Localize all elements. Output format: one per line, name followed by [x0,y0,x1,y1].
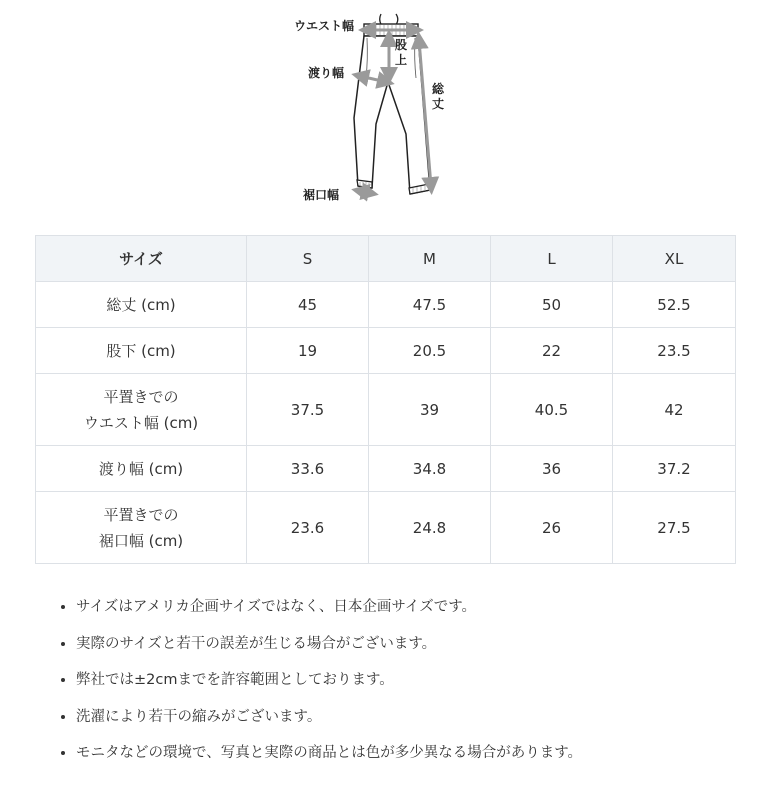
diagram-label-waist: ウエスト幅 [294,19,355,33]
row-label-text: 総丈 (cm) [106,295,176,314]
table-cell: 19 [247,328,369,374]
table-cell: 47.5 [369,282,491,328]
row-label [36,446,247,492]
row-label [36,492,247,564]
table-row [36,374,736,446]
table-row [36,328,736,374]
table-cell: 34.8 [369,446,491,492]
table-header-row [36,236,736,282]
diagram-label-rise: 股上 [394,38,407,67]
row-label-line2: 裾口幅 (cm) [98,531,184,550]
row-label-text: 股下 (cm) [106,341,176,360]
header-s: S [247,236,369,282]
table-cell: 45 [247,282,369,328]
row-label [36,282,247,328]
table-cell: 40.5 [491,374,613,446]
row-label [36,328,247,374]
table-cell: 23.5 [613,328,736,374]
table-cell: 27.5 [613,492,736,564]
table-row [36,446,736,492]
note-item: • 実際のサイズと若干の誤差が生じる場合がございます。 [76,629,756,666]
diagram-label-length: 総丈 [431,82,444,111]
table-cell: 36 [491,446,613,492]
note-item: • 洗濯により若干の縮みがございます。 [76,702,756,739]
table-cell: 23.6 [247,492,369,564]
size-table [35,235,736,564]
row-label-text: 渡り幅 (cm) [98,459,184,478]
table-row [36,282,736,328]
diagram-label-hem: 裾口幅 [303,188,340,202]
table-cell: 37.2 [613,446,736,492]
row-label-line1: 平置きでの [103,505,179,524]
table-cell: 20.5 [369,328,491,374]
header-l: L [491,236,613,282]
pants-measurement-diagram [288,8,468,208]
table-cell: 37.5 [247,374,369,446]
table-cell: 33.6 [247,446,369,492]
table-cell: 24.8 [369,492,491,564]
row-label-line2: ウエスト幅 (cm) [83,413,199,432]
diagram-label-thigh: 渡り幅 [308,66,345,80]
table-cell: 22 [491,328,613,374]
note-item: • サイズはアメリカ企画サイズではなく、日本企画サイズです。 [76,592,756,629]
table-cell: 50 [491,282,613,328]
table-row [36,492,736,564]
header-m: M [369,236,491,282]
notes-list [54,592,756,775]
row-label [36,374,247,446]
row-label-line1: 平置きでの [103,387,179,406]
note-item: • モニタなどの環境で、写真と実際の商品とは色が多少異なる場合があります。 [76,738,756,775]
note-item: • 弊社では±2cmまでを許容範囲としております。 [76,665,756,702]
header-xl: XL [613,236,736,282]
table-cell: 26 [491,492,613,564]
table-cell: 52.5 [613,282,736,328]
header-size: サイズ [36,236,247,282]
table-cell: 39 [369,374,491,446]
table-cell: 42 [613,374,736,446]
